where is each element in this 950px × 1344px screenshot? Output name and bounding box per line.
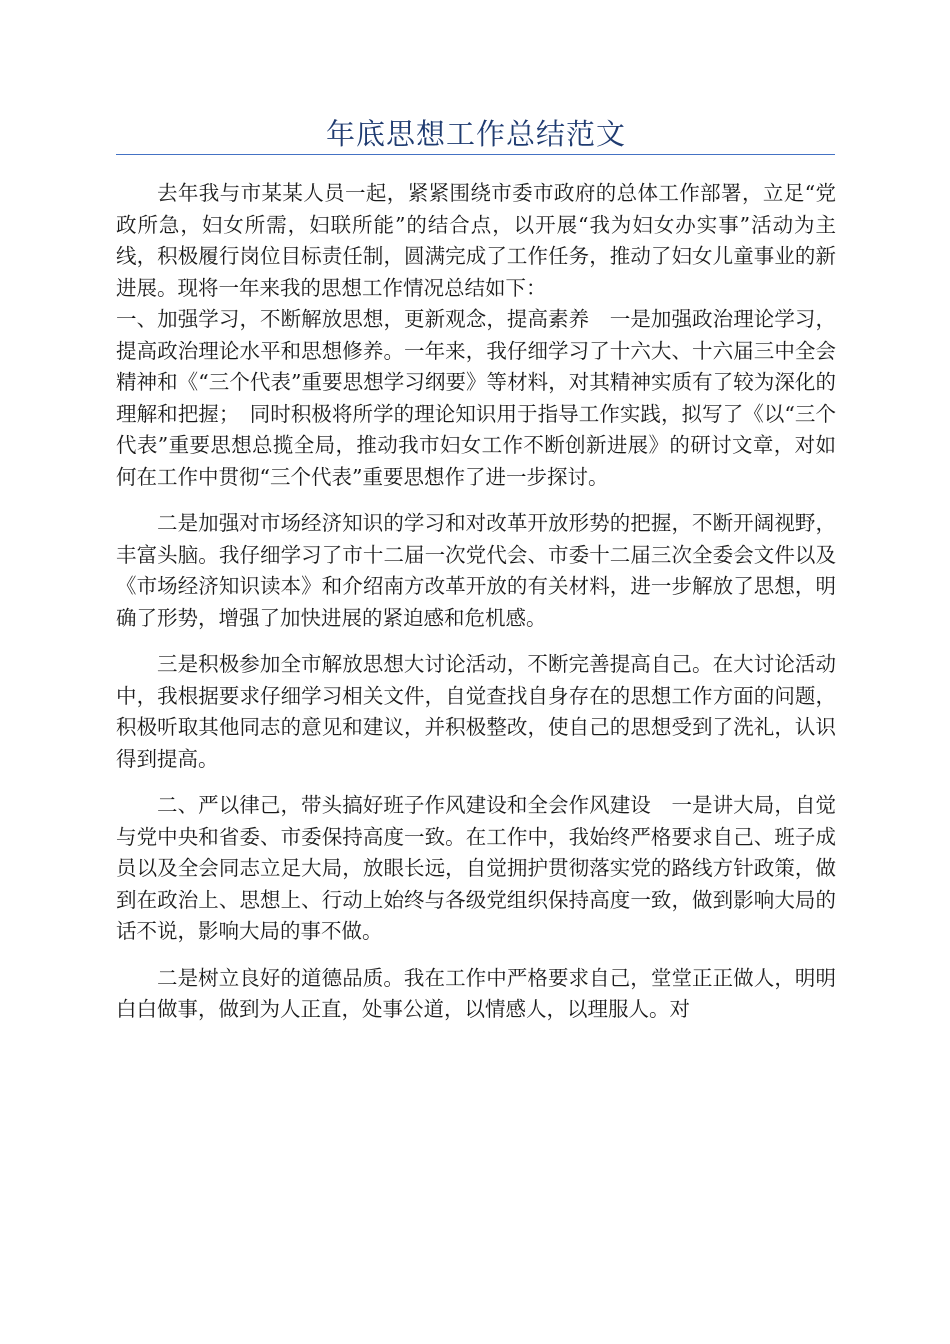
document-body <box>116 178 836 1026</box>
document-title: 年底思想工作总结范文 <box>325 117 626 151</box>
section-one-point-two-paragraph: 二是加强对市场经济知识的学习和对改革开放形势的把握，不断开阔视野，丰富头脑。我仔细学习了市十二届一次党代会、市委十二届三次全委会文件以及《市场经济知识读本》和介绍南方改革开放的有关材料，进一步解放了思想，明确了形势，增强了加快进展的紧迫感和危机感。 <box>116 511 836 630</box>
intro-paragraph: 去年我与市某某人员一起，紧紧围绕市委市政府的总体工作部署，立足“党政所急，妇女所需，妇联所能”的结合点，以开展“我为妇女办实事”活动为主线，积极履行岗位目标责任制，圆满完成了工作任务，推动了妇女儿童事业的新进展。现将一年来我的思想工作情况总结如下： <box>116 181 836 300</box>
title-underline <box>116 154 835 155</box>
section-two-point-two-paragraph: 二是树立良好的道德品质。我在工作中严格要求自己，堂堂正正做人，明明白白做事，做到为人正直，处事公道，以情感人，以理服人。对 <box>116 965 836 1021</box>
section-one-paragraph: 一、加强学习，不断解放思想，更新观念，提高素养 一是加强政治理论学习，提高政治理论水平和思想修养。一年来，我仔细学习了十六大、十六届三中全会精神和《“三个代表”重要思想学习纲要》等材料，对其精神实质有了较为深化的理解和把握； 同时积极将所学的理论知识用于指导工作实践，拟写了《以“三个代表”重要思想总揽全局，推动我市妇女工作不断创新进展》的研讨文章，对如何在工作中贯彻“三个代表”重要思想作了进一步探讨。 <box>116 307 836 489</box>
section-one-point-three-paragraph: 三是积极参加全市解放思想大讨论活动，不断完善提高自己。在大讨论活动中，我根据要求仔细学习相关文件，自觉查找自身存在的思想工作方面的问题，积极听取其他同志的意见和建议，并积极整改，使自己的思想受到了洗礼，认识得到提高。 <box>116 652 836 771</box>
section-two-paragraph: 二、严以律己，带头搞好班子作风建设和全会作风建设 一是讲大局，自觉与党中央和省委、市委保持高度一致。在工作中，我始终严格要求自己、班子成员以及全会同志立足大局，放眼长远，自觉拥护贯彻落实党的路线方针政策，做到在政治上、思想上、行动上始终与各级党组织保持高度一致，做到影响大局的话不说，影响大局的事不做。 <box>116 793 836 943</box>
